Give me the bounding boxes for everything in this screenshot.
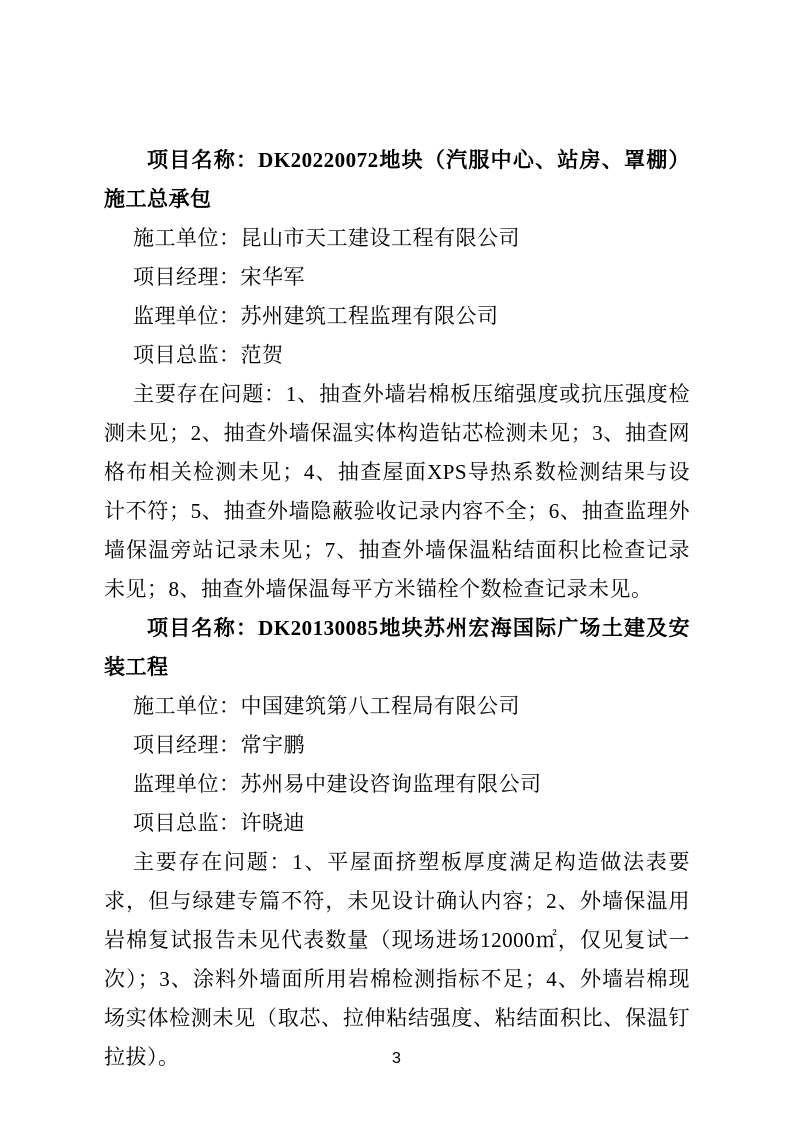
chief-supervisor: 项目总监：许晓迪 <box>133 811 305 835</box>
construction-unit: 施工单位：昆山市天工建设工程有限公司 <box>133 226 520 250</box>
project-manager: 项目经理：宋华军 <box>133 265 305 289</box>
project-section-2 <box>104 609 690 1077</box>
project-section-1 <box>104 141 690 609</box>
supervision-unit: 监理单位：苏州易中建设咨询监理有限公司 <box>133 772 542 796</box>
project-manager: 项目经理：常宇鹏 <box>133 733 305 757</box>
main-problems: 主要存在问题：1、平屋面挤塑板厚度满足构造做法表要求，但与绿建专篇不符，未见设计确认内容；2、外墙保温用岩棉复试报告未见代表数量（现场进场12000㎡，仅见复试一次）；3、涂料外墙面所用岩棉检测指标不足；4、外墙岩棉现场实体检测未见（取芯、拉伸粘结强度、粘结面积比、保温钉拉拔）。 <box>104 850 690 1069</box>
project-name: 项目名称：DK20130085地块苏州宏海国际广场土建及安装工程 <box>104 616 690 679</box>
page-number: 3 <box>392 1050 401 1067</box>
document-body <box>104 141 690 1077</box>
construction-unit: 施工单位：中国建筑第八工程局有限公司 <box>133 694 520 718</box>
project-name: 项目名称：DK20220072地块（汽服中心、站房、罩棚）施工总承包 <box>104 148 690 211</box>
chief-supervisor: 项目总监：范贺 <box>133 343 284 367</box>
main-problems: 主要存在问题：1、抽查外墙岩棉板压缩强度或抗压强度检测未见；2、抽查外墙保温实体构造钻芯检测未见；3、抽查网格布相关检测未见；4、抽查屋面XPS导热系数检测结果与设计不符；5、抽查外墙隐蔽验收记录内容不全；6、抽查监理外墙保温旁站记录未见；7、抽查外墙保温粘结面积比检查记录未见；8、抽查外墙保温每平方米锚栓个数检查记录未见。 <box>104 382 690 601</box>
supervision-unit: 监理单位：苏州建筑工程监理有限公司 <box>133 304 499 328</box>
